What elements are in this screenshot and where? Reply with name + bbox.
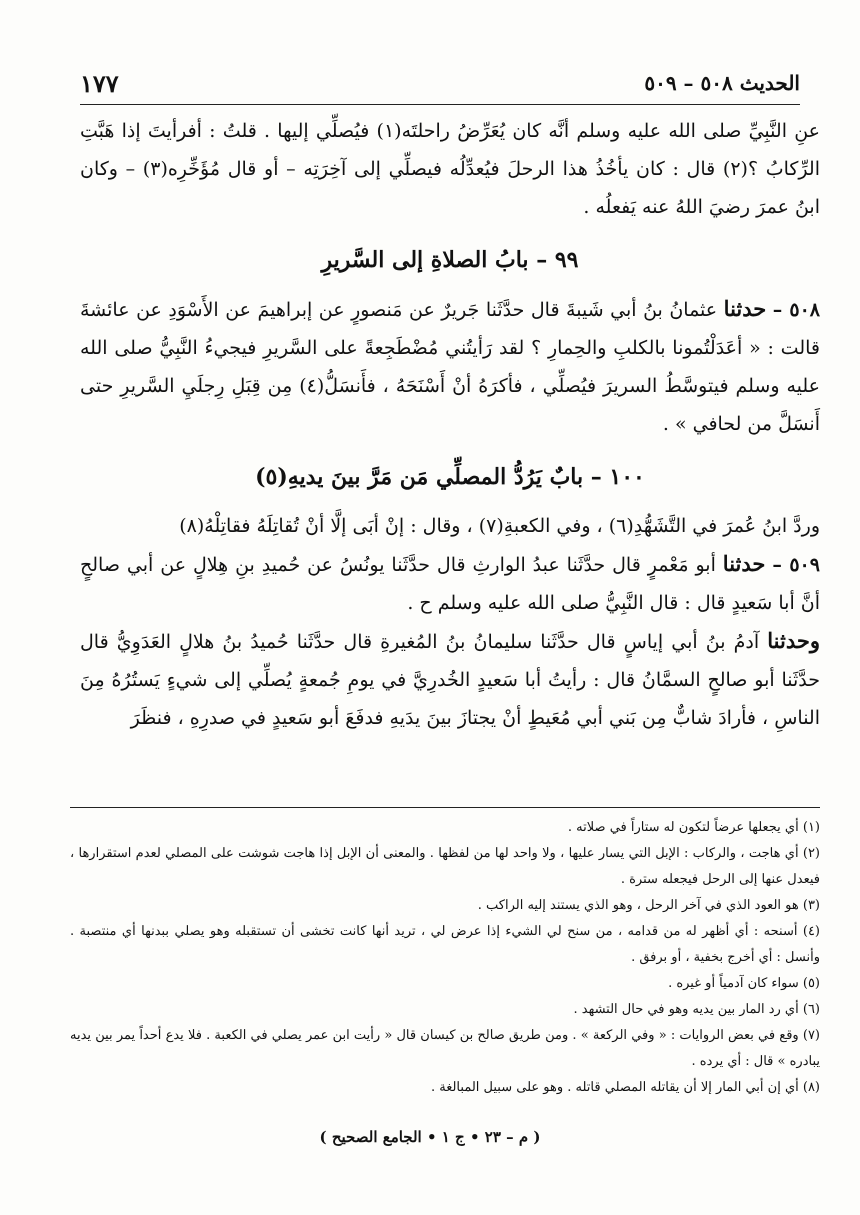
- footnote: (٦) أي رد المار بين يديه وهو في حال التشهد .: [573, 1002, 820, 1017]
- running-title: الحديث ٥٠٨ – ٥٠٩: [644, 71, 800, 95]
- hadith-509-second-chain: [80, 622, 820, 737]
- footnote: (٨) أي إن أبي المار إلا أن يقاتله المصلي قاتله . وهو على سبيل المبالغة .: [430, 1080, 820, 1095]
- page-header: [80, 62, 800, 105]
- footnote: (٣) هو العود الذي في آخر الرحل ، وهو الذي يستند إليه الراكب .: [477, 898, 820, 913]
- hadith-text: عثمانُ بنُ أبي شَيبةَ قال حدَّثَنا جَريرٌ عن مَنصورٍ عن إبراهيمَ عن الأَسْوَدِ عن عائشةَ قالت : « أعَدَلْتُمونا بالكلبِ والحِمارِ ؟ لقد رَأيتُني مُضْطَجِعةً على السَّريرِ فيجيءُ النَّبِيُّ صلى الله عليه وسلم فيتوسَّطُ السريرَ فيُصلِّي ، فأكرَهُ أنْ أَسْنَحَهُ ، فأَنسَلُّ(٤) مِن قِبَلِ رِجلَيِ السَّريرِ حتى أَنسَلَّ من لحافي » .: [80, 299, 820, 435]
- page-number: ١٧٧: [80, 68, 119, 98]
- hadith-509: [80, 545, 820, 622]
- hadith-number: ٥٠٩ –: [772, 554, 820, 576]
- paragraph-continuation: عنِ النَّبِيِّ صلى الله عليه وسلم أنَّه كان يُعَرِّضُ راحلتَه(١) فيُصلِّي إليها . قلتُ : أفرأيتَ إذا هَبَّتِ الرِّكابُ ؟(٢) قال : كان يأخُذُ هذا الرحلَ فيُعدِّلُه فيصلِّي إلى آخِرَتِه – أو قال مُؤَخِّرِه(٣) – وكان ابنُ عمرَ رضيَ اللهُ عنه يَفعلُه .: [80, 120, 820, 218]
- signature-footer: ( م – ٢٣ • ج ١ • الجامع الصحيح ): [319, 1128, 541, 1146]
- footnote: (٥) سواء كان آدمياً أو غيره .: [668, 976, 820, 991]
- chapter-heading-100: ١٠٠ – بابٌ يَرُدُّ المصلِّي مَن مَرَّ بينَ يديهِ(٥): [255, 464, 645, 490]
- footnote: (٤) أسنحه : أي أظهر له من قدامه ، من سنح لي الشيء إذا عرض لي ، تريد أنها كانت تخشى أن تستقبله وهو يصلي ببدنها أي منتصبة . وأنسل : أي أخرج بخفية ، أو برفق .: [70, 924, 820, 965]
- hadith-text: أبو مَعْمرٍ قال حدَّثَنا عبدُ الوارثِ قال حدَّثَنا يونُسُ عن حُميدِ بنِ هِلالٍ عن أبي صالحٍ أنَّ أبا سَعيدٍ قال : قال النَّبِيُّ صلى الله عليه وسلم ح .: [80, 554, 820, 614]
- footnote: (٢) أي هاجت ، والركاب : الإبل التي يسار عليها ، ولا واحد لها من لفظها . والمعنى أن الإبل إذا هاجت شوشت على المصلي لعدم استقرارها ، فيعدل عنها إلى الرحل فيجعله سترة .: [70, 846, 820, 887]
- chapter-heading-99: ٩٩ – بابُ الصلاةِ إلى السَّريرِ: [321, 247, 579, 273]
- haddathana-mark: حدثنا: [723, 296, 767, 321]
- footnote: (٧) وقع في بعض الروايات : « وفي الركعة » . ومن طريق صالح بن كيسان قال « رأيت ابن عمر يصلي في الكعبة . فلا يدع أحداً يمر بين يديه يبادره » قال : أي يرده .: [70, 1028, 820, 1069]
- hadith-number: ٥٠٨ –: [772, 299, 821, 321]
- hadith-508: [80, 290, 820, 443]
- haddathana-mark: وحدثنا: [767, 628, 820, 653]
- footnote-separator: [70, 807, 820, 808]
- footnote: (١) أي يجعلها عرضاً لتكون له ستاراً في صلاته .: [567, 820, 820, 835]
- hadith-text: آدمُ بنُ أبي إياسٍ قال حدَّثَنا سليمانُ بنُ المُغيرةِ قال حدَّثَنا حُميدُ بنُ هلالٍ العَدَوِيُّ قال حدَّثَنا أبو صالحٍ السمَّانُ قال : رأيتُ أبا سَعيدٍ الخُدرِيَّ في يومِ جُمعةٍ يُصلِّي إلى شيءٍ يَستُرُهُ مِنَ الناسِ ، فأرادَ شابٌّ مِن بَني أبي مُعَيطٍ أنْ يجتازَ بينَ يدَيهِ فدفَعَ أبو سَعيدٍ في صدرِهِ ، فنظَرَ: [80, 631, 820, 729]
- footnotes: [70, 815, 820, 1101]
- main-text: [80, 112, 820, 737]
- chapter-reference: وردَّ ابنُ عُمرَ في التَّشَهُّدِ(٦) ، وفي الكعبةِ(٧) ، وقال : إنْ أبَى إلَّا أنْ تُقاتِلَهُ فقاتِلْهُ(٨): [179, 515, 820, 537]
- haddathana-mark: حدثنا: [722, 551, 766, 576]
